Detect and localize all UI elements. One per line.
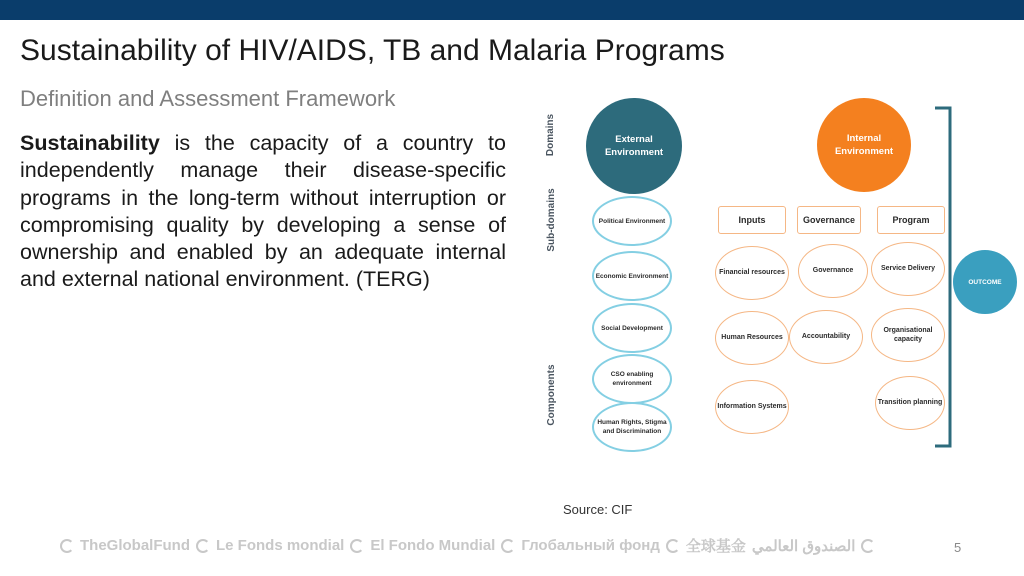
governance-node: Governance xyxy=(798,244,868,298)
side-label-components: Components xyxy=(546,364,557,426)
accountability-node: Accountability xyxy=(789,310,863,364)
global-fund-logo-icon xyxy=(861,539,875,553)
top-banner xyxy=(0,0,1024,20)
service-delivery-node: Service Delivery xyxy=(871,242,945,296)
global-fund-logo-icon xyxy=(196,539,210,553)
definition-paragraph xyxy=(20,130,506,294)
footer-brand-strip xyxy=(60,535,875,556)
side-label-subdomains: Sub-domains xyxy=(546,188,557,252)
program-header: Program xyxy=(877,206,945,234)
internal-environment-domain: Internal Environment xyxy=(817,98,911,192)
definition-body: is the capacity of a country to independently manage their disease-specific programs in the long-term without interruption or compromising quality by developing a sense of ownership and enabled by an adequate internal and external national environment. (TERG) xyxy=(20,131,506,292)
side-label-domains: Domains xyxy=(545,113,556,157)
source-citation: Source: CIF xyxy=(563,502,633,517)
human-rights-node: Human Rights, Stigma and Discrimination xyxy=(592,402,672,452)
outcome-circle: OUTCOME xyxy=(953,250,1017,314)
footer-brand-es: El Fondo Mundial xyxy=(370,537,496,554)
social-development-node: Social Development xyxy=(592,303,672,353)
footer-brand-ar: الصندوق العالمي xyxy=(751,537,856,555)
page-number: 5 xyxy=(954,540,962,555)
human-resources-node: Human Resources xyxy=(715,311,789,365)
footer-brand-fr: Le Fonds mondial xyxy=(216,537,345,554)
information-systems-node: Information Systems xyxy=(715,380,789,434)
slide-subtitle: Definition and Assessment Framework xyxy=(20,86,396,111)
footer-brand-en: TheGlobalFund xyxy=(80,537,190,554)
global-fund-logo-icon xyxy=(60,539,74,553)
framework-diagram xyxy=(540,98,1024,468)
governance-header: Governance xyxy=(797,206,861,234)
inputs-header: Inputs xyxy=(718,206,786,234)
cso-enabling-environment-node: CSO enabling environment xyxy=(592,354,672,404)
economic-environment-node: Economic Environment xyxy=(592,251,672,301)
definition-term: Sustainability xyxy=(20,131,160,155)
transition-planning-node: Transition planning xyxy=(875,376,945,430)
organisational-capacity-node: Organisational capacity xyxy=(871,308,945,362)
political-environment-node: Political Environment xyxy=(592,196,672,246)
financial-resources-node: Financial resources xyxy=(715,246,789,300)
external-environment-domain: External Environment xyxy=(586,98,682,194)
slide-title: Sustainability of HIV/AIDS, TB and Malaria Programs xyxy=(20,34,725,67)
global-fund-logo-icon xyxy=(501,539,515,553)
footer-brand-ru: Глобальный фонд xyxy=(521,537,660,554)
footer-brand-zh: 全球基金 xyxy=(685,538,746,555)
global-fund-logo-icon xyxy=(666,539,680,553)
global-fund-logo-icon xyxy=(350,539,364,553)
